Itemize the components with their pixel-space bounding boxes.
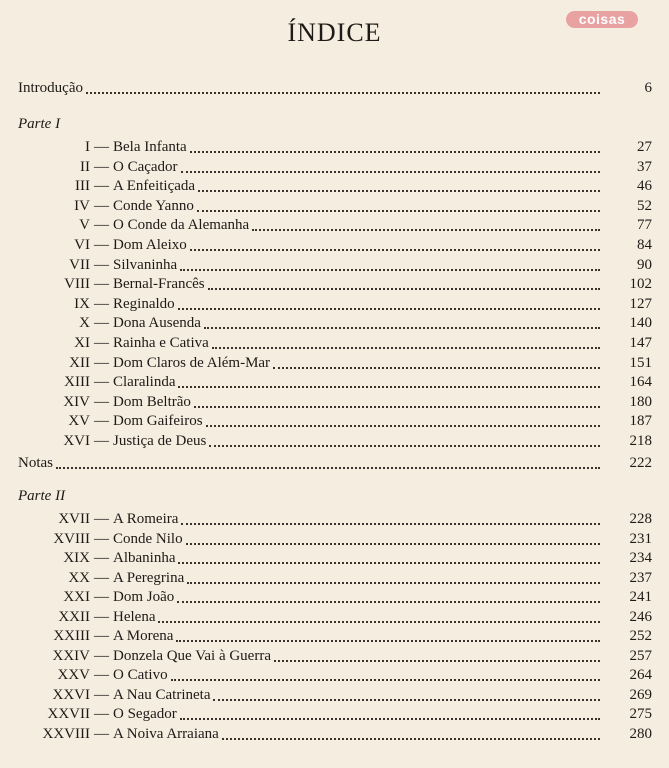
entry-number: XXVIII: [42, 725, 90, 742]
entry-dash: —: [94, 667, 109, 683]
entry-page: 280: [629, 725, 652, 742]
toc-entry[interactable]: [0, 509, 652, 528]
dot-leader: [158, 621, 600, 623]
entry-number: XXV: [57, 667, 90, 683]
toc-entry[interactable]: [0, 431, 652, 450]
toc-entry[interactable]: [0, 587, 652, 606]
dot-leader: [177, 601, 600, 603]
entry-title: Dom Aleixo: [113, 237, 187, 253]
toc-entry[interactable]: [0, 548, 652, 567]
entry-dash: —: [94, 237, 109, 253]
entry-page: 275: [629, 706, 652, 722]
dot-leader: [252, 229, 600, 231]
entry-title: Introdução: [18, 80, 83, 96]
dot-leader: [213, 699, 600, 701]
entry-page: 218: [629, 433, 652, 449]
dot-leader: [190, 151, 600, 153]
entry-dash: —: [94, 589, 109, 605]
entry-number: XXVII: [47, 706, 90, 722]
entry-page: 164: [629, 374, 652, 391]
dot-leader: [212, 347, 600, 349]
toc-entry[interactable]: [0, 274, 652, 293]
toc-entry[interactable]: [0, 392, 652, 411]
entry-page: 140: [629, 315, 652, 332]
entry-dash: —: [94, 628, 109, 644]
entry-title: Helena: [113, 608, 156, 625]
entry-dash: —: [94, 706, 109, 722]
toc-entry[interactable]: [0, 196, 652, 215]
entry-title: Bernal-Francês: [113, 276, 205, 293]
entry-title: Claralinda: [113, 374, 176, 391]
entry-number: XX: [68, 569, 90, 586]
watermark-logo: coisas: [566, 11, 638, 28]
entry-title: O Conde da Alemanha: [113, 217, 250, 234]
entry-title: A Peregrina: [113, 569, 185, 586]
entry-number: XXIII: [53, 628, 90, 644]
entry-page: 241: [629, 589, 652, 605]
entry-page: 37: [637, 158, 652, 175]
entry-dash: —: [94, 686, 109, 703]
entry-page: 187: [629, 413, 652, 430]
toc-entry[interactable]: [0, 255, 652, 274]
entry-number: XII: [69, 354, 90, 371]
entry-number: XIV: [63, 393, 90, 410]
part-1-heading: Parte I: [18, 116, 61, 132]
entry-page: 269: [629, 686, 652, 703]
toc-entry[interactable]: [0, 372, 652, 391]
entry-number: III: [75, 178, 90, 195]
entry-number: IX: [74, 295, 90, 312]
entry-number: XXVI: [52, 686, 90, 703]
toc-entry-introduction[interactable]: [18, 78, 652, 97]
entry-page: 151: [629, 354, 652, 371]
entry-title: Dom Gaifeiros: [113, 413, 203, 430]
entry-page: 127: [629, 295, 652, 312]
entry-number: XIX: [63, 550, 90, 566]
entry-number: XVII: [58, 511, 90, 527]
entry-dash: —: [94, 374, 109, 391]
entry-page: 252: [629, 628, 652, 644]
toc-entry[interactable]: [0, 353, 652, 372]
entry-title: Dom Claros de Além-Mar: [113, 354, 271, 371]
toc-entry[interactable]: [0, 157, 652, 176]
entry-page: 257: [629, 647, 652, 664]
dot-leader: [204, 327, 600, 329]
dot-leader: [171, 679, 600, 681]
entry-number: XVIII: [53, 530, 90, 547]
entry-number: I: [85, 139, 90, 155]
entry-number: XV: [68, 413, 90, 430]
entry-dash: —: [94, 433, 109, 449]
entry-page: 27: [637, 139, 652, 155]
entry-title: Conde Nilo: [113, 530, 183, 547]
entry-dash: —: [94, 276, 109, 293]
entry-dash: —: [94, 511, 109, 527]
entry-title: Reginaldo: [113, 295, 175, 312]
toc-entry[interactable]: [0, 235, 652, 254]
entry-title: Donzela Que Vai à Guerra: [113, 647, 271, 664]
dot-leader: [197, 210, 600, 212]
toc-entry[interactable]: [0, 215, 652, 234]
entry-title: Dom João: [113, 589, 175, 605]
entry-page: 77: [637, 217, 652, 234]
toc-entry[interactable]: [0, 646, 652, 665]
entry-dash: —: [94, 295, 109, 312]
entry-title: Rainha e Cativa: [113, 335, 209, 351]
entry-title: O Caçador: [113, 158, 178, 175]
entry-page: 222: [629, 455, 652, 471]
entry-dash: —: [94, 569, 109, 586]
dot-leader: [206, 425, 600, 427]
dot-leader: [194, 406, 600, 408]
entry-number: XIII: [64, 374, 90, 391]
entry-number: II: [80, 158, 90, 175]
entry-title: A Enfeitiçada: [113, 178, 196, 195]
entry-dash: —: [94, 413, 109, 430]
entry-number: XXIV: [52, 647, 90, 664]
toc-entry[interactable]: [0, 294, 652, 313]
entry-dash: —: [94, 139, 109, 155]
entry-page: 246: [629, 608, 652, 625]
entry-title: A Noiva Arraiana: [113, 725, 219, 742]
entry-dash: —: [94, 354, 109, 371]
entry-page: 264: [629, 667, 652, 683]
entry-number: X: [79, 315, 90, 332]
toc-entry[interactable]: [0, 333, 652, 352]
dot-leader: [178, 308, 600, 310]
toc-entry-notes[interactable]: [18, 453, 652, 472]
entry-number: XXII: [58, 608, 90, 625]
dot-leader: [181, 171, 600, 173]
entry-dash: —: [94, 217, 109, 234]
entry-title: Silvaninha: [113, 256, 178, 273]
entry-page: 102: [629, 276, 652, 293]
entry-page: 228: [629, 511, 652, 527]
toc-entry[interactable]: [0, 626, 652, 645]
entry-title: A Nau Catrineta: [113, 686, 211, 703]
entry-title: O Segador: [113, 706, 177, 722]
entry-dash: —: [94, 530, 109, 547]
entry-title: A Morena: [113, 628, 174, 644]
toc-entry[interactable]: [0, 176, 652, 195]
entry-dash: —: [94, 725, 109, 742]
dot-leader: [274, 660, 600, 662]
part-2-heading: Parte II: [18, 488, 66, 504]
entry-page: 180: [629, 393, 652, 410]
entry-page: 84: [637, 237, 652, 253]
entry-page: 46: [637, 178, 652, 195]
dot-leader: [178, 386, 600, 388]
toc-entry[interactable]: [0, 411, 652, 430]
entry-number: VI: [74, 237, 90, 253]
entry-title: Notas: [18, 455, 53, 471]
toc-entry[interactable]: [0, 724, 652, 743]
dot-leader: [209, 445, 600, 447]
entry-dash: —: [94, 315, 109, 332]
entry-dash: —: [94, 197, 109, 214]
entry-page: 147: [629, 335, 652, 351]
entry-title: Dona Ausenda: [113, 315, 201, 332]
entry-title: Conde Yanno: [113, 197, 194, 214]
toc-entry[interactable]: [0, 665, 652, 684]
toc-entry[interactable]: [0, 607, 652, 626]
dot-leader: [186, 543, 600, 545]
entry-number: XI: [74, 335, 90, 351]
entry-page: 237: [629, 569, 652, 586]
dot-leader: [176, 640, 600, 642]
entry-dash: —: [94, 550, 109, 566]
dot-leader: [86, 92, 600, 94]
toc-entry[interactable]: [0, 137, 652, 156]
entry-number: VII: [69, 256, 90, 273]
toc-entry[interactable]: [0, 704, 652, 723]
page-title: ÍNDICE: [287, 18, 382, 47]
entry-number: XVI: [63, 433, 90, 449]
entry-page: 52: [637, 197, 652, 214]
entry-number: IV: [74, 197, 90, 214]
dot-leader: [187, 582, 600, 584]
dot-leader: [180, 718, 600, 720]
entry-title: A Romeira: [113, 511, 179, 527]
entry-title: Dom Beltrão: [113, 393, 191, 410]
entry-dash: —: [94, 393, 109, 410]
entry-title: Albaninha: [113, 550, 176, 566]
toc-entry[interactable]: [0, 685, 652, 704]
dot-leader: [208, 288, 600, 290]
entry-number: V: [79, 217, 90, 234]
dot-leader: [190, 249, 600, 251]
entry-page: 234: [629, 550, 652, 566]
entry-dash: —: [94, 178, 109, 195]
dot-leader: [56, 467, 600, 469]
entry-dash: —: [94, 608, 109, 625]
entry-page: 90: [637, 256, 652, 273]
entry-dash: —: [94, 647, 109, 664]
entry-title: Justiça de Deus: [113, 433, 207, 449]
dot-leader: [181, 523, 600, 525]
entry-page: 6: [644, 80, 652, 96]
entry-number: XXI: [63, 589, 90, 605]
dot-leader: [198, 190, 600, 192]
entry-page: 231: [629, 530, 652, 547]
dot-leader: [222, 738, 600, 740]
entry-title: O Cativo: [113, 667, 168, 683]
entry-number: VIII: [64, 276, 90, 293]
toc-entry[interactable]: [0, 313, 652, 332]
entry-dash: —: [94, 256, 109, 273]
toc-entry[interactable]: [0, 568, 652, 587]
entry-dash: —: [94, 158, 109, 175]
dot-leader: [180, 269, 600, 271]
entry-dash: —: [94, 335, 109, 351]
dot-leader: [178, 562, 600, 564]
dot-leader: [273, 367, 600, 369]
entry-title: Bela Infanta: [113, 139, 187, 155]
toc-entry[interactable]: [0, 529, 652, 548]
